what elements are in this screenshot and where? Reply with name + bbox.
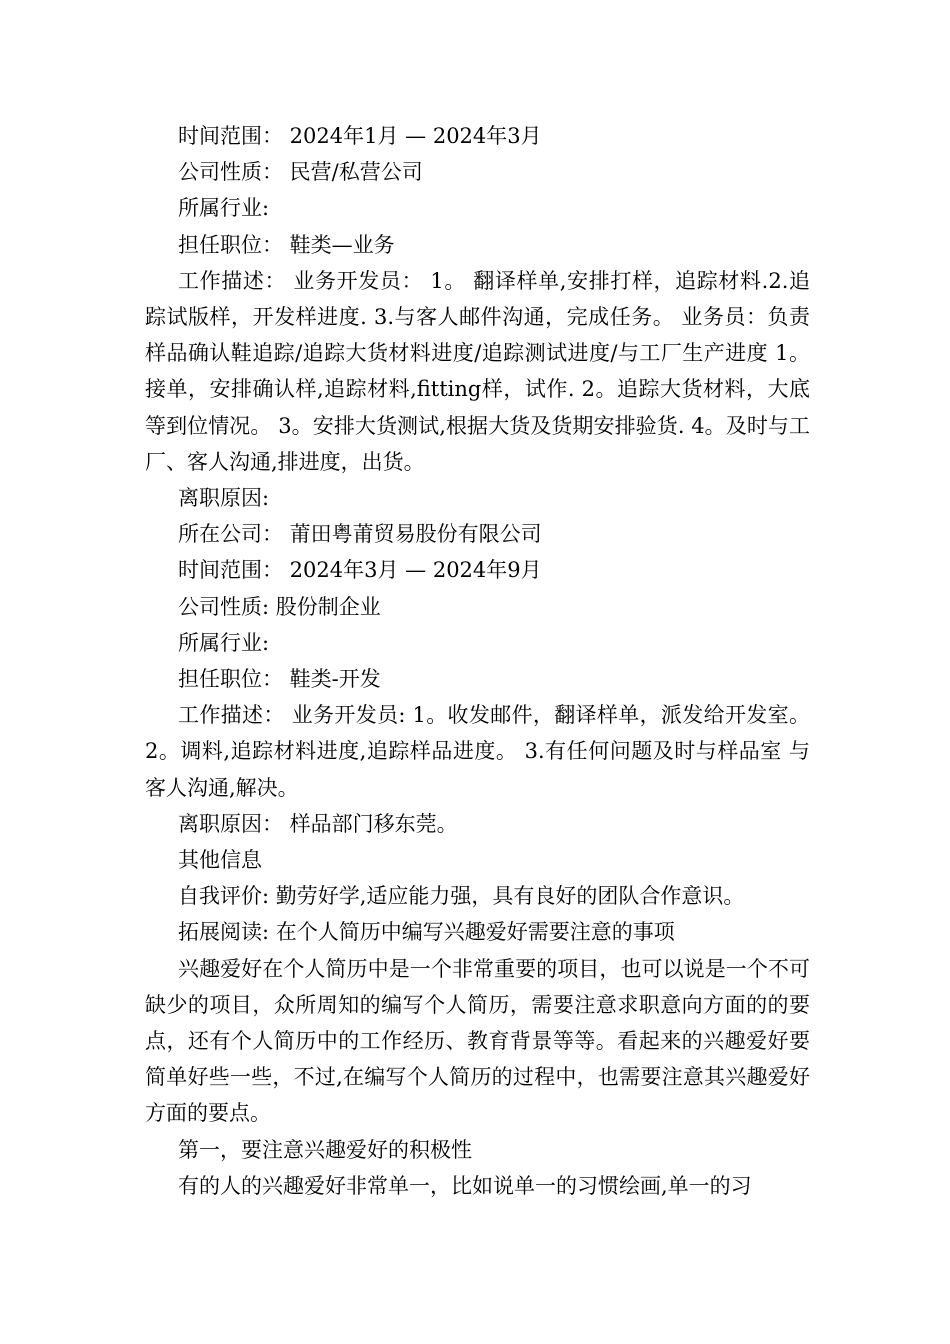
self-evaluation: 自我评价: 勤劳好学,适应能力强，具有良好的团队合作意识。 — [178, 884, 745, 909]
company-type-2: 公司性质: 股份制企业 — [178, 594, 381, 619]
body-paragraph: 兴趣爱好在个人简历中是一个非常重要的项目，也可以说是一个不可缺少的项目，众所周知的编写个人简历，需要注意求职意向方面的的要点，还有个人简历中的工作经历、教育背景等等。看起来的兴趣爱好要简单好些一些，不过,在编写个人简历的过程中，也需要注意其兴趣爱好方面的要点。 — [145, 956, 810, 1126]
job-description-2: 工作描述： 业务开发员: 1。收发邮件，翻译样单，派发给开发室。 2。调料,追踪材料进度,追踪样品进度。 3.有任何问题及时与样品室 与客人沟通,解决。 — [145, 703, 810, 800]
leave-reason-1: 离职原因: — [178, 486, 270, 511]
company-name-2: 所在公司： 莆田粤莆贸易股份有限公司 — [178, 522, 542, 547]
body-paragraph-continued: 有的人的兴趣爱好非常单一，比如说单一的习惯绘画,单一的习 — [178, 1173, 752, 1198]
extended-reading-title: 拓展阅读: 在个人简历中编写兴趣爱好需要注意的事项 — [178, 920, 675, 945]
section-heading-first: 第一，要注意兴趣爱好的积极性 — [178, 1137, 472, 1162]
industry-1: 所属行业: — [178, 196, 270, 221]
position-2: 担任职位： 鞋类-开发 — [178, 667, 381, 692]
other-info-heading: 其他信息 — [178, 848, 262, 873]
time-range-2: 时间范围： 2024年3月 — 2024年9月 — [178, 558, 542, 583]
time-range-1: 时间范围： 2024年1月 — 2024年3月 — [178, 124, 542, 148]
company-type-1: 公司性质： 民营/私营公司 — [178, 160, 423, 185]
job-description-1: 工作描述： 业务开发员： 1。 翻译样单,安排打样，追踪材料.2.追踪试版样，开发样进度. 3.与客人邮件沟通，完成任务。 业务员：负责样品确认鞋追踪/追踪大货材料进度/追踪测试进度/与工厂生产进度 1。接单，安排确认样,追踪材料,fitting样，试作. 2。追踪大货材料，大底等到位情况。 3。安排大货测试,根据大货及货期安排验货. 4。及时与工厂、客人沟通,排进度，出货。 — [145, 268, 810, 474]
document-body — [145, 118, 810, 1204]
position-1: 担任职位： 鞋类—业务 — [178, 232, 395, 257]
industry-2: 所属行业: — [178, 630, 270, 655]
leave-reason-2: 离职原因： 样品部门移东莞。 — [178, 811, 458, 836]
